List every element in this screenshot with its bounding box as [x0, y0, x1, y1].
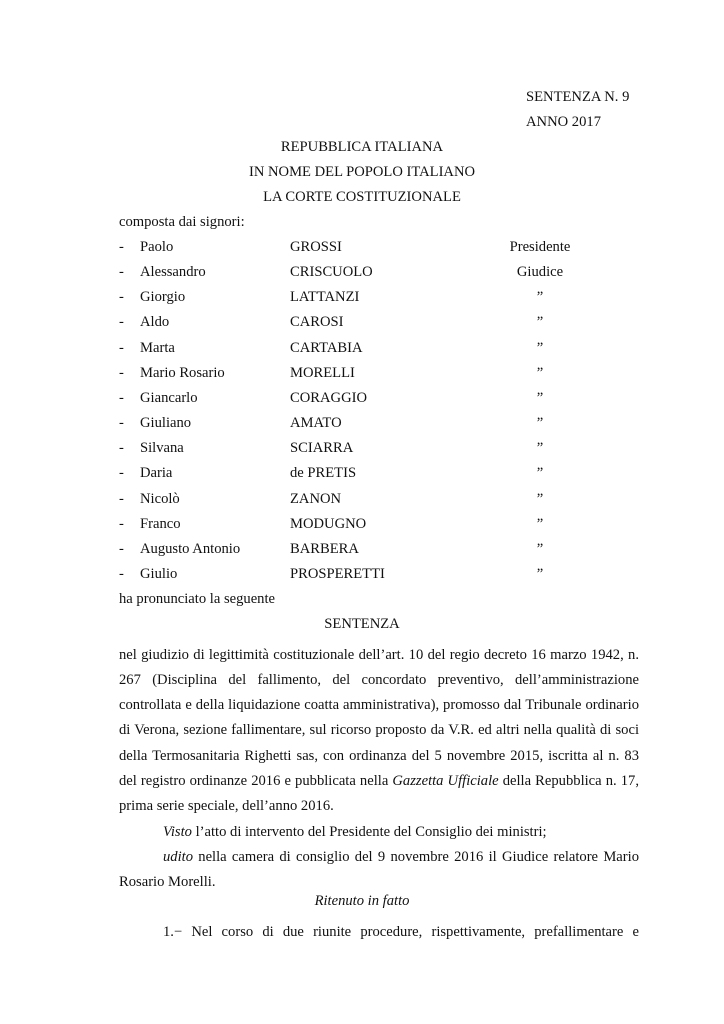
judge-first-name: Mario Rosario [140, 364, 225, 381]
judge-dash: - [119, 565, 124, 582]
title-court: LA CORTE COSTITUZIONALE [263, 189, 461, 205]
judge-role: ” [536, 314, 544, 331]
judge-row [119, 515, 639, 533]
judge-role: ” [536, 364, 544, 381]
paragraph-proceedings [119, 643, 639, 820]
judge-last-name: de PRETIS [290, 465, 357, 482]
ritenuto-heading [0, 892, 724, 910]
judge-last-name: CORAGGIO [290, 389, 368, 406]
judge-dash: - [119, 465, 124, 482]
judge-first-name: Augusto Antonio [140, 540, 241, 557]
judge-role: ” [536, 465, 544, 482]
judge-last-name: GROSSI [290, 239, 342, 255]
judge-first-name: Franco [140, 515, 181, 532]
visto-text: l’atto di intervento del Presidente del Consiglio dei ministri; [191, 823, 547, 840]
judge-role: ” [536, 339, 544, 356]
judge-first-name: Aldo [140, 314, 170, 331]
judge-first-name: Paolo [140, 239, 174, 255]
paragraph-proceedings-text: nel giudizio di legittimità costituzionale dell’art. 10 del regio decreto 16 marzo 1942, n. 267 (Disciplina del fallimento, del concordato preventivo, dell’amministrazione controllata e della liquidazione coatta amministrativa), promosso dal Tribunale ordinario di Verona, sezione fallimentare, sul ricorso proposto da V.R. ed altri nella qualità di soci della Termosanitaria Righetti sas, con ordinanza del 5 novembre 2015, iscritta al n. 83 del registro ordinanze 2016 e pubblicata nella [119, 646, 639, 790]
judge-row [119, 464, 639, 482]
judge-first-name: Silvana [140, 440, 184, 457]
judge-row [119, 263, 639, 281]
judge-last-name: SCIARRA [290, 440, 354, 457]
judge-dash: - [119, 239, 124, 255]
judge-first-name: Nicolò [140, 490, 180, 507]
judge-last-name: LATTANZI [290, 289, 360, 306]
judge-role: ” [536, 490, 544, 507]
judge-dash: - [119, 264, 124, 281]
composition-intro: composta dai signori: [119, 214, 245, 230]
judge-row [119, 490, 639, 508]
judge-role: ” [536, 565, 544, 582]
judge-row [119, 540, 639, 558]
judge-dash: - [119, 515, 124, 532]
judge-dash: - [119, 540, 124, 557]
judge-first-name: Daria [140, 465, 173, 482]
judge-role: ” [536, 540, 544, 557]
paragraph-visto [119, 820, 639, 845]
judge-role: ” [536, 389, 544, 406]
judge-last-name: AMATO [290, 415, 342, 432]
judge-first-name: Giuliano [140, 415, 192, 432]
judge-dash: - [119, 440, 124, 457]
judge-dash: - [119, 389, 124, 406]
judge-role: ” [536, 440, 544, 457]
judge-row [119, 313, 639, 331]
judge-role: Presidente [509, 239, 571, 255]
judge-row [119, 238, 639, 256]
judge-row [119, 288, 639, 306]
judge-dash: - [119, 490, 124, 507]
judge-dash: - [119, 289, 124, 306]
udito-word: udito [163, 848, 193, 865]
sentenza-number: SENTENZA N. 9 [526, 89, 630, 105]
judge-first-name: Marta [140, 339, 175, 356]
judge-row [119, 414, 639, 432]
gazzetta-ufficiale: Gazzetta Ufficiale [392, 773, 499, 790]
judge-last-name: BARBERA [290, 540, 359, 557]
udito-text: nella camera di consiglio del 9 novembre 2016 il Giudice relatore Mario Rosario Morelli. [119, 848, 639, 890]
judge-role: ” [536, 515, 544, 532]
judge-last-name: MODUGNO [290, 515, 367, 532]
judge-dash: - [119, 415, 124, 432]
judge-dash: - [119, 339, 124, 356]
judge-dash: - [119, 314, 124, 331]
year: ANNO 2017 [526, 114, 601, 130]
title-republic: REPUBBLICA ITALIANA [280, 139, 444, 155]
judge-last-name: ZANON [290, 490, 342, 507]
judge-row [119, 364, 639, 382]
judge-role: ” [536, 415, 544, 432]
judge-last-name: CAROSI [290, 314, 344, 331]
visto-word: Visto [163, 823, 192, 840]
judge-last-name: CRISCUOLO [290, 264, 373, 281]
judge-first-name: Giulio [140, 565, 178, 582]
judge-row [119, 565, 639, 583]
paragraph-fact-1: 1.− Nel corso di due riunite procedure, rispettivamente, prefallimentare e [163, 923, 639, 940]
judge-row [119, 389, 639, 407]
ritenuto-heading-text: Ritenuto in fatto [314, 893, 410, 909]
judge-dash: - [119, 364, 124, 381]
judge-role: ” [536, 289, 544, 306]
judge-last-name: CARTABIA [290, 339, 363, 356]
judge-role: Giudice [516, 264, 564, 281]
title-people: IN NOME DEL POPOLO ITALIANO [248, 164, 476, 180]
paragraph-proceedings-end: della Repubblica n. 17, prima serie speciale, dell’anno 2016. [119, 773, 639, 815]
judge-first-name: Giancarlo [140, 389, 198, 406]
judge-last-name: MORELLI [290, 364, 355, 381]
judge-last-name: PROSPERETTI [290, 565, 385, 582]
judge-row [119, 439, 639, 457]
pronounced-line: ha pronunciato la seguente [119, 591, 276, 607]
paragraph-udito [119, 845, 639, 896]
judge-row [119, 339, 639, 357]
judge-first-name: Alessandro [140, 264, 206, 281]
judge-first-name: Giorgio [140, 289, 186, 306]
sentenza-heading: SENTENZA [324, 616, 400, 632]
